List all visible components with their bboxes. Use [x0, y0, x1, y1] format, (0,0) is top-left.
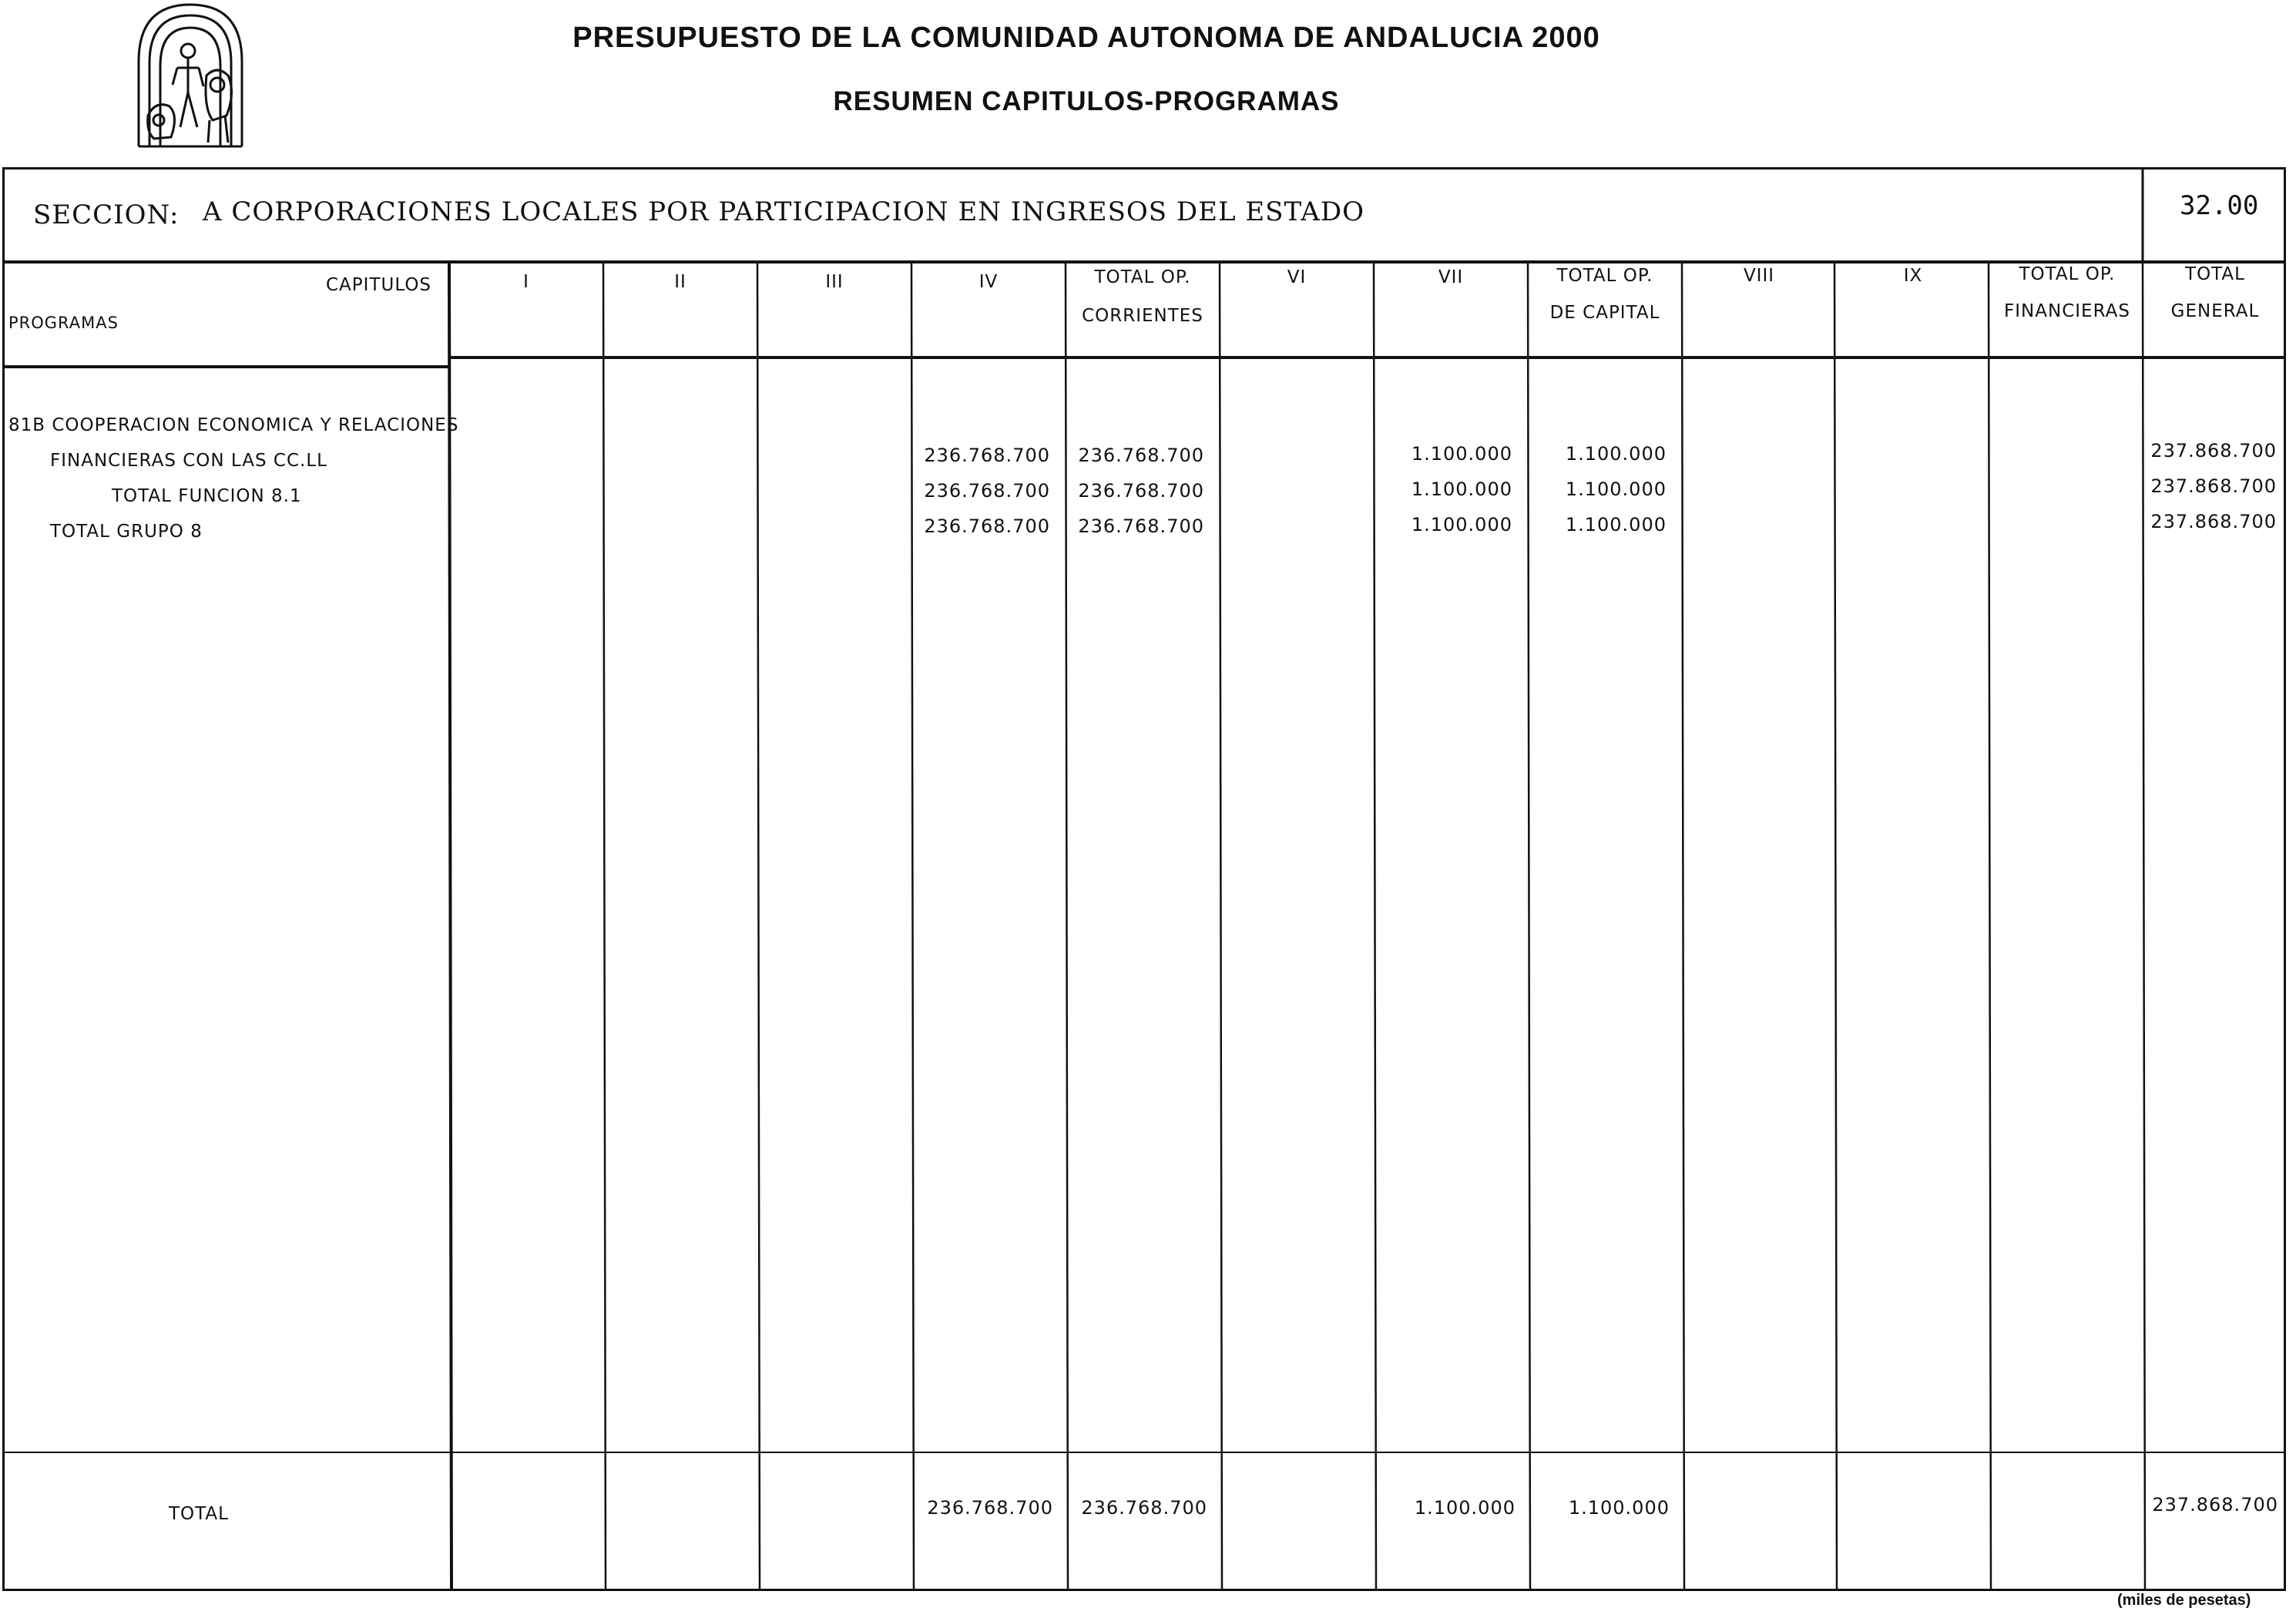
header-col-vi: VI — [1287, 267, 1307, 287]
total-general: 237.868.700 — [2152, 1494, 2278, 1516]
total-label: TOTAL — [169, 1504, 229, 1524]
header-col-iv: IV — [978, 272, 999, 292]
row-label: 81B COOPERACION ECONOMICA Y RELACIONES — [8, 415, 459, 435]
header-capitulos: CAPITULOS — [326, 275, 432, 295]
cell-iv: 236.768.700 — [924, 515, 1050, 537]
header-total-general-line1: TOTAL — [2185, 264, 2245, 284]
cell-total-capital: 1.100.000 — [1565, 478, 1667, 500]
header-col-ix: IX — [1903, 266, 1923, 286]
cell-total-corrientes: 236.768.700 — [1078, 445, 1204, 466]
header-total-capital-line2: DE CAPITAL — [1549, 303, 1660, 323]
header-col-ii: II — [674, 272, 686, 292]
cell-iv: 236.768.700 — [924, 445, 1050, 466]
header-total-corrientes-line1: TOTAL OP. — [1094, 267, 1191, 287]
page-title: PRESUPUESTO DE LA COMUNIDAD AUTONOMA DE ANDALUCIA 2000 — [572, 22, 1600, 54]
cell-total-general: 237.868.700 — [2150, 440, 2277, 462]
row-label: TOTAL FUNCION 8.1 — [112, 486, 302, 506]
cell-vii: 1.100.000 — [1411, 478, 1512, 500]
header-col-vii: VII — [1438, 267, 1464, 287]
total-capital: 1.100.000 — [1568, 1497, 1670, 1519]
header-total-capital-line1: TOTAL OP. — [1556, 266, 1653, 286]
cell-total-capital: 1.100.000 — [1565, 514, 1667, 535]
section-label: SECCION: — [33, 200, 180, 230]
header-total-corrientes-line2: CORRIENTES — [1082, 306, 1203, 326]
row-label: FINANCIERAS CON LAS CC.LL — [50, 451, 327, 471]
header-col-viii: VIII — [1743, 266, 1775, 286]
cell-total-general: 237.868.700 — [2150, 475, 2277, 497]
table-grid — [2, 167, 2286, 1591]
units-note: (miles de pesetas) — [2117, 1592, 2251, 1609]
andalucia-emblem-logo — [133, 0, 248, 150]
header-col-i: I — [523, 272, 529, 292]
budget-table — [2, 167, 2286, 1591]
total-iv: 236.768.700 — [927, 1497, 1053, 1519]
cell-iv: 236.768.700 — [924, 480, 1050, 502]
header-total-general-line2: GENERAL — [2170, 301, 2260, 321]
cell-vii: 1.100.000 — [1411, 443, 1512, 465]
section-name: A CORPORACIONES LOCALES POR PARTICIPACION EN INGRESOS DEL ESTADO — [203, 196, 1365, 227]
header-total-financieras-line1: TOTAL OP. — [2019, 264, 2116, 284]
cell-total-capital: 1.100.000 — [1565, 443, 1667, 465]
cell-vii: 1.100.000 — [1411, 514, 1512, 535]
page-subtitle: RESUMEN CAPITULOS-PROGRAMAS — [833, 86, 1340, 116]
header-col-iii: III — [825, 272, 844, 292]
cell-total-corrientes: 236.768.700 — [1078, 480, 1204, 502]
cell-total-corrientes: 236.768.700 — [1078, 515, 1204, 537]
header-programas: PROGRAMAS — [8, 314, 119, 332]
total-corrientes: 236.768.700 — [1081, 1497, 1207, 1519]
cell-total-general: 237.868.700 — [2150, 511, 2277, 532]
section-code: 32.00 — [2180, 190, 2259, 221]
header-total-financieras-line2: FINANCIERAS — [2004, 301, 2130, 321]
row-label: TOTAL GRUPO 8 — [50, 522, 203, 542]
total-vii: 1.100.000 — [1414, 1497, 1516, 1519]
